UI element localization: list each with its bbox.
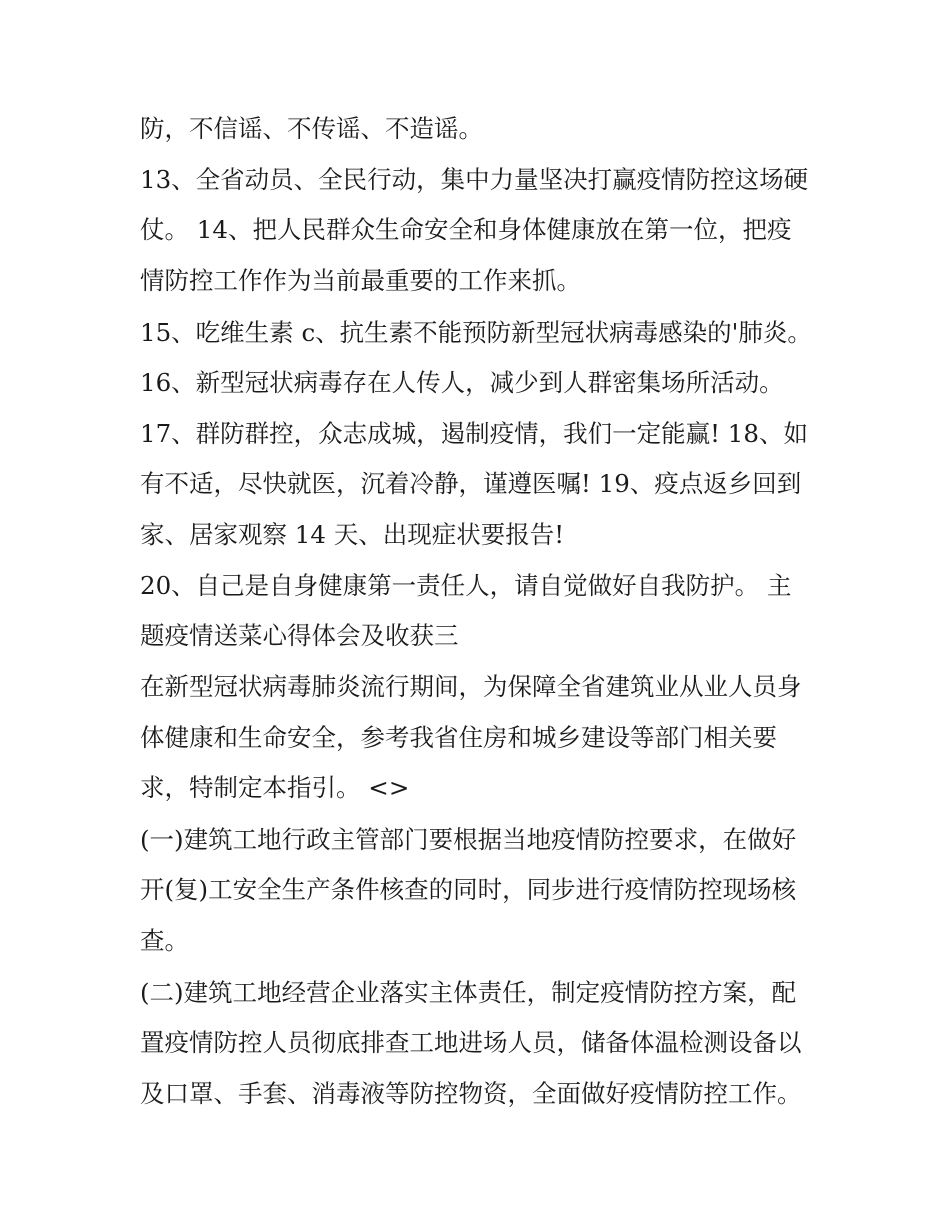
text-line: 仗。 14、把人民群众生命安全和身体健康放在第一位，把疫: [140, 215, 792, 244]
text-line: 查。: [140, 926, 189, 955]
text-line: 13、全省动员、全民行动，集中力量坚决打赢疫情防控这场硬: [140, 165, 809, 194]
text-line: 20、自己是自身健康第一责任人，请自觉做好自我防护。 主: [140, 571, 792, 600]
text-line: 及口罩、手套、消毒液等防控物资，全面做好疫情防控工作。: [140, 1079, 802, 1108]
text-line: (一)建筑工地行政主管部门要根据当地疫情防控要求，在做好: [140, 825, 797, 854]
text-line: 情防控工作作为当前最重要的工作来抓。: [140, 266, 581, 295]
text-line: 17、群防群控，众志成城，遏制疫情，我们一定能赢! 18、如: [140, 419, 808, 448]
text-line: 家、居家观察 14 天、出现症状要报告!: [140, 520, 565, 549]
text-line: 15、吃维生素 c、抗生素不能预防新型冠状病毒感染的'肺炎。: [140, 318, 812, 347]
text-line: 置疫情防控人员彻底排查工地进场人员，储备体温检测设备以: [140, 1028, 802, 1057]
text-line: 在新型冠状病毒肺炎流行期间，为保障全省建筑业从业人员身: [140, 672, 802, 701]
text-line: 开(复)工安全生产条件核查的同时，同步进行疫情防控现场核: [140, 875, 797, 904]
text-line: 防，不信谣、不传谣、不造谣。: [140, 114, 483, 143]
text-line: 题疫情送菜心得体会及收获三: [140, 621, 459, 650]
text-line: 体健康和生命安全，参考我省住房和城乡建设等部门相关要: [140, 723, 777, 752]
text-line: (二)建筑工地经营企业落实主体责任，制定疫情防控方案，配: [140, 978, 797, 1007]
text-line: 有不适，尽快就医，沉着冷静，谨遵医嘱! 19、疫点返乡回到: [140, 469, 802, 498]
text-line: 求，特制定本指引。 <>: [140, 773, 410, 802]
text-line: 16、新型冠状病毒存在人传人，减少到人群密集场所活动。: [140, 368, 784, 397]
